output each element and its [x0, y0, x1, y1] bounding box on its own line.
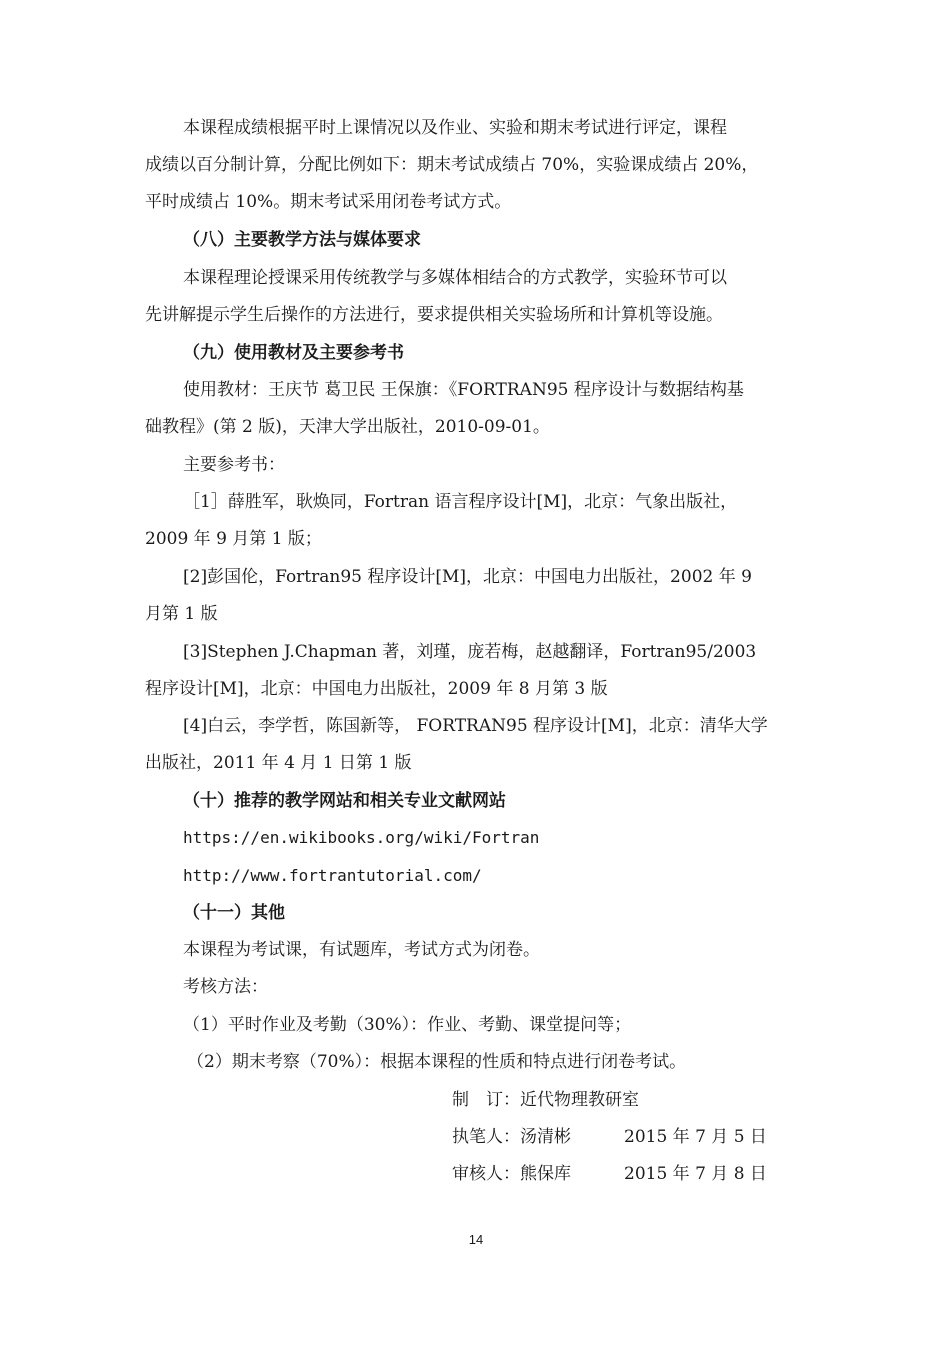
section-9-heading: （九）使用教材及主要参考书 [183, 343, 404, 363]
section-8-text-line-1: 本课程理论授课采用传统教学与多媒体相结合的方式教学，实验环节可以 [183, 268, 727, 288]
reference-2-line-1: [2]彭国伦，Fortran95 程序设计[M]，北京：中国电力出版社，2002 年 9 [183, 567, 752, 587]
assessment-item-1: （1）平时作业及考勤（30%）：作业、考勤、课堂提问等； [183, 1015, 632, 1035]
reference-1-line-2: 2009 年 9 月第 1 版； [145, 529, 322, 549]
grading-text-line-3: 平时成绩占 10%。期末考试采用闭卷考试方式。 [145, 192, 512, 212]
website-link-1[interactable]: https://en.wikibooks.org/wiki/Fortran [183, 828, 540, 847]
reference-3-line-2: 程序设计[M]，北京：中国电力出版社，2009 年 8 月第 3 版 [145, 679, 608, 699]
grading-text-line-2: 成绩以百分制计算，分配比例如下：期末考试成绩占 70%，实验课成绩占 20%， [145, 155, 759, 175]
section-11-text: 本课程为考试课，有试题库，考试方式为闭卷。 [183, 940, 540, 960]
grading-text-line-1: 本课程成绩根据平时上课情况以及作业、实验和期末考试进行评定，课程 [183, 118, 727, 138]
author-label: 执笔人：汤清彬 [452, 1127, 571, 1147]
assessment-label: 考核方法： [183, 977, 268, 997]
author-date: 2015 年 7 月 5 日 [624, 1127, 767, 1147]
section-8-text-line-2: 先讲解提示学生后操作的方法进行，要求提供相关实验场所和计算机等设施。 [145, 305, 723, 325]
reference-4-line-1: [4]白云，李学哲，陈国新等， FORTRAN95 程序设计[M]，北京：清华大学 [183, 716, 768, 736]
reviewer-date: 2015 年 7 月 8 日 [624, 1164, 767, 1184]
reference-4-line-2: 出版社，2011 年 4 月 1 日第 1 版 [145, 753, 412, 773]
section-11-heading: （十一）其他 [183, 903, 285, 923]
section-10-heading: （十）推荐的教学网站和相关专业文献网站 [183, 791, 506, 811]
reference-2-line-2: 月第 1 版 [145, 604, 218, 624]
page-number: 14 [468, 1232, 484, 1247]
reviewer-label: 审核人：熊保库 [452, 1164, 571, 1184]
textbook-line-2: 础教程》(第 2 版)，天津大学出版社，2010-09-01。 [145, 417, 550, 437]
reference-1-line-1: ［1］薛胜军，耿焕同，Fortran 语言程序设计[M]，北京：气象出版社， [183, 492, 738, 512]
section-8-heading: （八）主要教学方法与媒体要求 [183, 230, 421, 250]
assessment-item-2: （2）期末考察（70%）：根据本课程的性质和特点进行闭卷考试。 [187, 1052, 687, 1072]
reference-3-line-1: [3]Stephen J.Chapman 著，刘瑾，庞若梅，赵越翻译，Fortran95/2003 [183, 642, 757, 662]
textbook-line-1: 使用教材：王庆节 葛卫民 王保旗：《FORTRAN95 程序设计与数据结构基 [183, 380, 744, 400]
references-label: 主要参考书： [183, 455, 285, 475]
website-link-2[interactable]: http://www.fortrantutorial.com/ [183, 866, 482, 885]
prepared-by: 制 订：近代物理教研室 [452, 1090, 639, 1110]
